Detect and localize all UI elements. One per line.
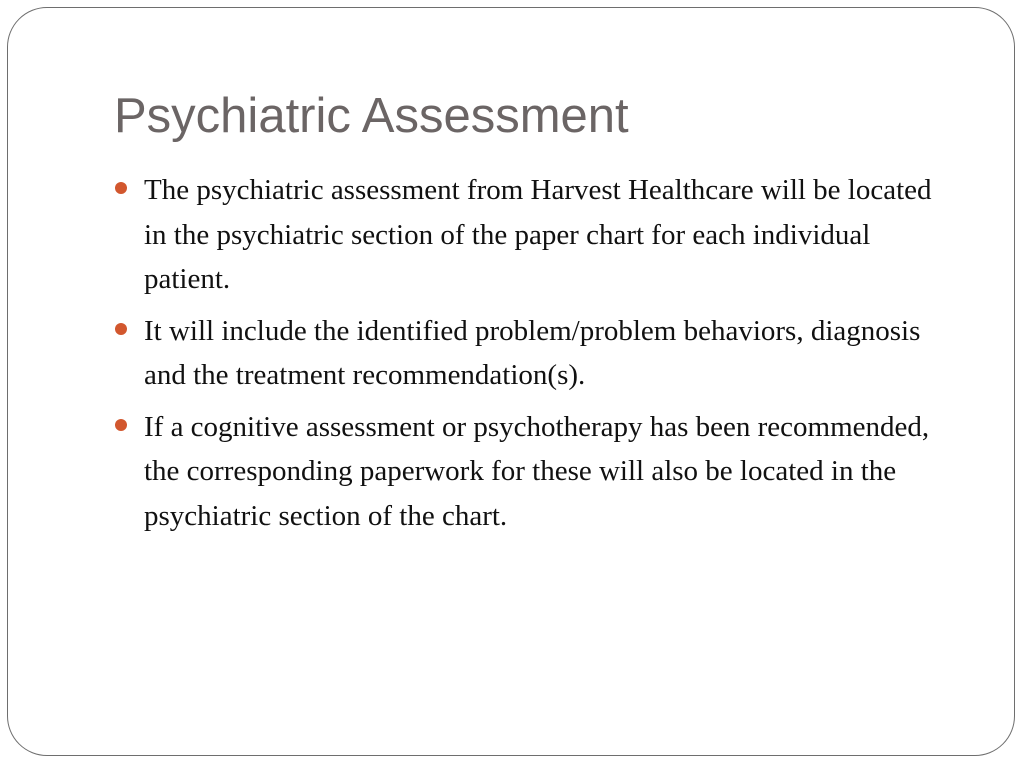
bullet-text: It will include the identified problem/problem behaviors, diagnosis and the treatment recommendation(s). — [144, 314, 921, 391]
bullet-dot-icon — [115, 323, 127, 335]
slide-title: Psychiatric Assessment — [114, 89, 629, 143]
bullet-dot-icon — [115, 419, 127, 431]
bullet-text: The psychiatric assessment from Harvest Healthcare will be located in the psychiatric section of the paper chart for each individual patient. — [144, 174, 932, 295]
bullet-item — [112, 309, 952, 398]
bullet-item — [112, 405, 952, 539]
bullet-dot-icon — [115, 182, 127, 194]
bullet-list — [112, 168, 952, 545]
bullet-item — [112, 168, 952, 302]
bullet-text: If a cognitive assessment or psychotherapy has been recommended, the corresponding paperwork for these will also be located in the psychiatric section of the chart. — [144, 410, 930, 532]
